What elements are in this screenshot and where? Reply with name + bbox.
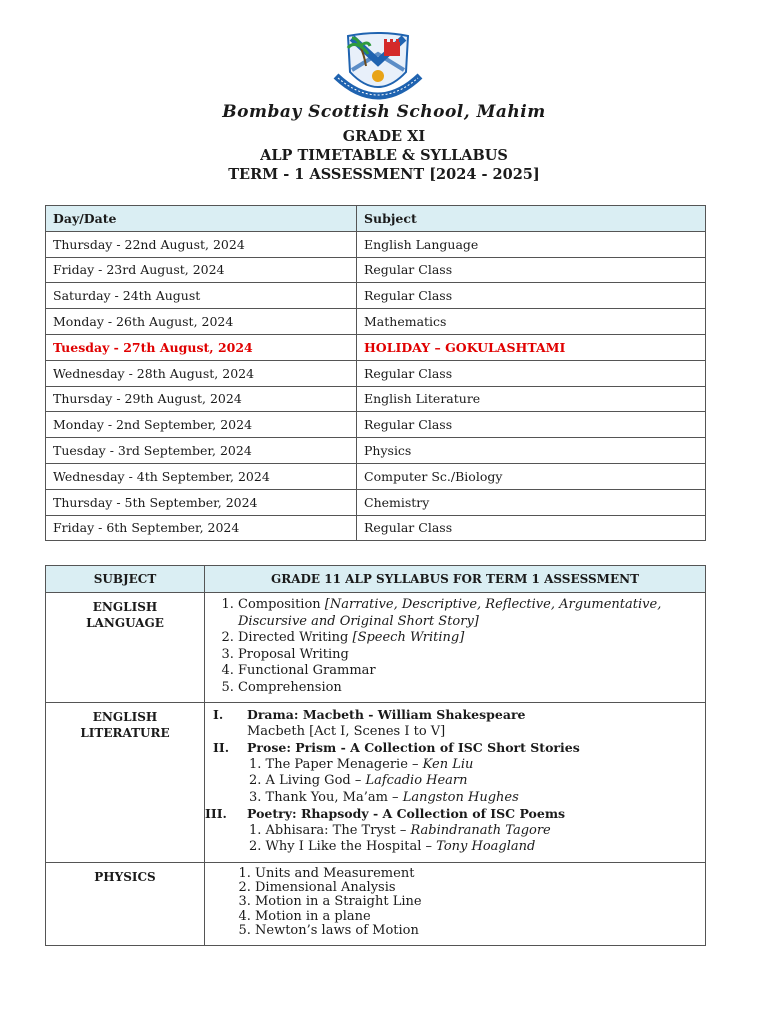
table-row [46, 489, 706, 515]
list-item: 3. Motion in a Straight Line [255, 895, 697, 909]
timetable-table [45, 205, 706, 541]
drama-detail: Macbeth [Act I, Scenes I to V] [247, 723, 446, 739]
row-subject: HOLIDAY – GOKULASHTAMI [357, 334, 706, 360]
row-subject: Computer Sc./Biology [357, 463, 706, 489]
table-row [46, 283, 706, 309]
table-row-holiday [46, 334, 706, 360]
table-row [46, 438, 706, 464]
row-date: Friday - 6th September, 2024 [46, 515, 357, 541]
list-item: 1. Composition [Narrative, Descriptive, Reflective, Argumentative, Discursive and Original Short Story] [238, 597, 697, 630]
row-subject: Physics [357, 438, 706, 464]
row-date: Wednesday - 28th August, 2024 [46, 360, 357, 386]
row-date: Thursday - 29th August, 2024 [46, 386, 357, 412]
col-header-date: Day/Date [46, 206, 357, 232]
term-heading: TERM - 1 ASSESSMENT [2024 - 2025] [228, 166, 540, 183]
list-item: 2. Directed Writing [Speech Writing] [238, 630, 697, 647]
col-header-syllabus: GRADE 11 ALP SYLLABUS FOR TERM 1 ASSESSMENT [205, 566, 706, 593]
subject-name-line1: ENGLISH [92, 710, 158, 724]
row-date: Friday - 23rd August, 2024 [46, 257, 357, 283]
row-subject: Regular Class [357, 412, 706, 438]
col-header-subject: Subject [357, 206, 706, 232]
row-date: Monday - 26th August, 2024 [46, 309, 357, 335]
row-subject: Mathematics [357, 309, 706, 335]
row-date: Saturday - 24th August [46, 283, 357, 309]
subject-cell [46, 703, 205, 863]
grade-heading: GRADE XI [342, 128, 426, 145]
syllabus-content [205, 862, 706, 945]
row-date: Tuesday - 3rd September, 2024 [46, 438, 357, 464]
syllabus-row-physics [46, 862, 706, 945]
row-subject: Regular Class [357, 360, 706, 386]
table-row [46, 412, 706, 438]
list-item: 4. Motion in a plane [255, 910, 697, 924]
syllabus-content [205, 703, 706, 863]
row-subject: Regular Class [357, 515, 706, 541]
syllabus-row-english-literature [46, 703, 706, 863]
syllabus-row-english-language [46, 593, 706, 703]
topic-list [213, 597, 697, 696]
doc-title: ALP TIMETABLE & SYLLABUS [260, 147, 508, 164]
subject-name: PHYSICS [94, 869, 156, 884]
row-date: Monday - 2nd September, 2024 [46, 412, 357, 438]
row-subject: Regular Class [357, 283, 706, 309]
row-date: Tuesday - 27th August, 2024 [46, 334, 357, 360]
subject-name-line2: LITERATURE [80, 726, 170, 740]
list-item: 2. A Living God – Lafcadio Hearn [249, 773, 468, 788]
table-row [46, 257, 706, 283]
table-row [46, 309, 706, 335]
subject-cell [46, 593, 205, 703]
row-subject: Chemistry [357, 489, 706, 515]
row-date: Wednesday - 4th September, 2024 [46, 463, 357, 489]
school-crest-logo [328, 32, 428, 106]
list-item: 5. Comprehension [238, 680, 697, 697]
row-subject: English Literature [357, 386, 706, 412]
subject-name-line1: ENGLISH [92, 600, 158, 614]
list-item: 1. Units and Measurement [255, 867, 697, 881]
school-name: Bombay Scottish School, Mahim [222, 102, 546, 122]
poetry-heading: III. Poetry: Rhapsody - A Collection of ISC Poems [205, 806, 566, 821]
list-item: 3. Proposal Writing [238, 647, 697, 664]
syllabus-table [45, 565, 706, 946]
timetable-header-row [46, 206, 706, 232]
subject-name-line2: LANGUAGE [86, 616, 164, 630]
list-item: 3. Thank You, Ma’am – Langston Hughes [249, 789, 519, 805]
subject-cell [46, 862, 205, 945]
col-header-subject: SUBJECT [46, 566, 205, 593]
list-item: 2. Why I Like the Hospital – Tony Hoagland [249, 839, 536, 854]
list-item: 1. The Paper Menagerie – Ken Liu [249, 756, 474, 772]
drama-heading: I. Drama: Macbeth - William Shakespeare [213, 707, 526, 722]
list-item: 2. Dimensional Analysis [255, 881, 697, 895]
list-item: 1. Abhisara: The Tryst – Rabindranath Tagore [249, 822, 551, 838]
list-item: 5. Newton’s laws of Motion [255, 924, 697, 938]
topic-list [213, 867, 697, 939]
row-subject: English Language [357, 231, 706, 257]
table-row [46, 515, 706, 541]
list-item: 4. Functional Grammar [238, 663, 697, 680]
prose-heading: II. Prose: Prism - A Collection of ISC Short Stories [213, 740, 580, 755]
row-subject: Regular Class [357, 257, 706, 283]
row-date: Thursday - 5th September, 2024 [46, 489, 357, 515]
table-row [46, 463, 706, 489]
table-row [46, 231, 706, 257]
syllabus-header-row [46, 566, 706, 593]
row-date: Thursday - 22nd August, 2024 [46, 231, 357, 257]
table-row [46, 386, 706, 412]
table-row [46, 360, 706, 386]
syllabus-content [205, 593, 706, 703]
